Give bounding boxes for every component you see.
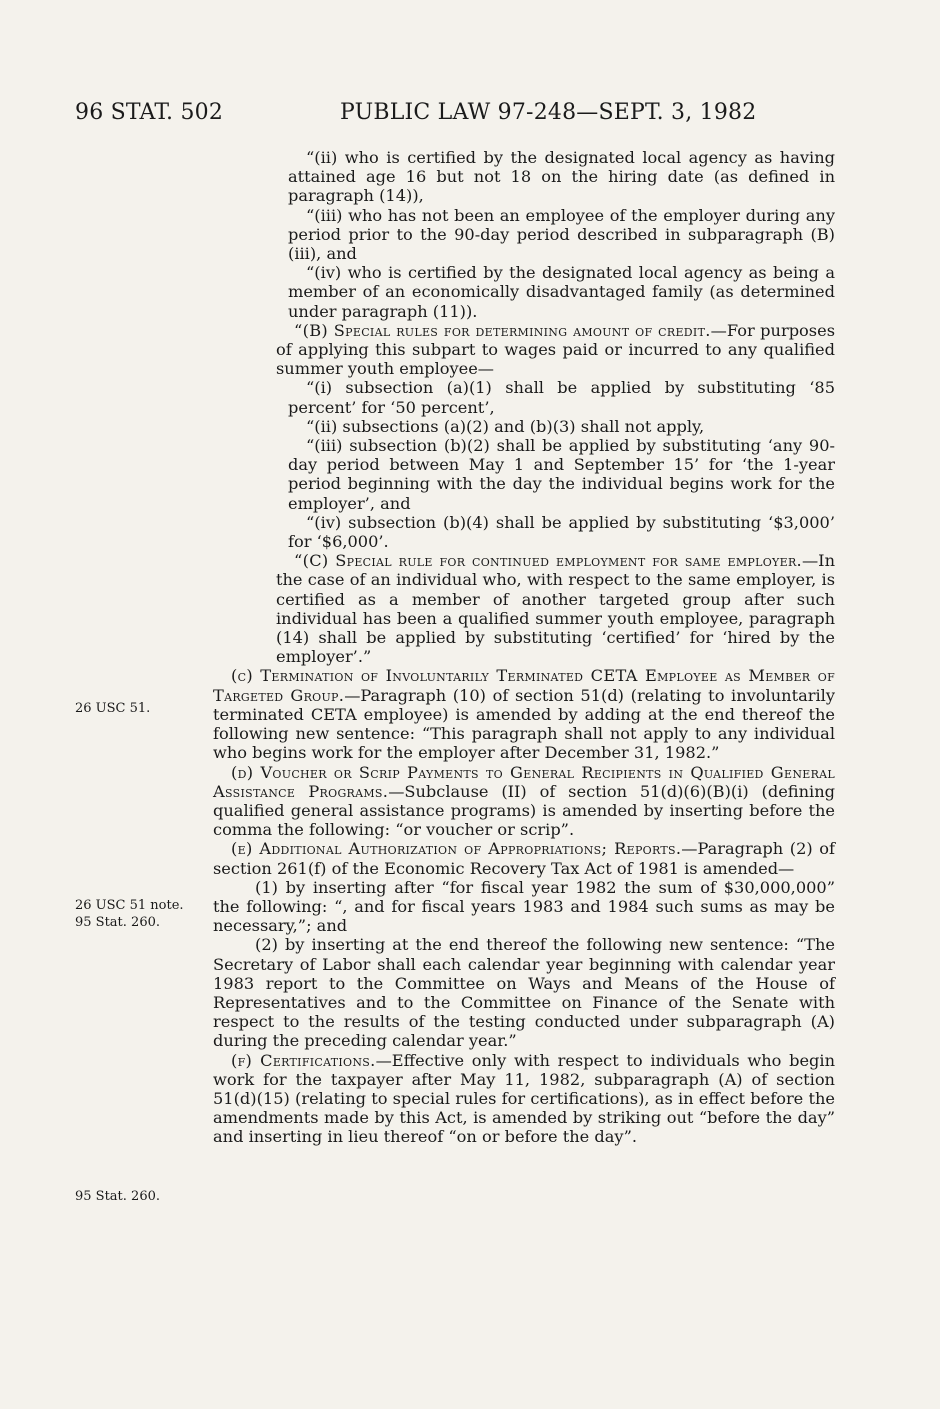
section-d-heading: (d) Voucher or Scrip Payments to General Recipients in Qualified General Assistance Programs. (213, 762, 835, 801)
section-c-text: —Paragraph (10) of section 51(d) (relating to involuntarily terminated CETA employee) is amended by adding at the end thereof the following new sentence: “This paragraph shall not apply to any individual who begins work for the employer after December 31, 1982.” (213, 685, 835, 763)
clause-b-ii: “(ii) subsections (a)(2) and (b)(3) shall not apply, (306, 416, 705, 436)
section-e (213, 839, 835, 877)
section-d (213, 763, 835, 840)
margin-note-usc-note: 26 USC 51 note. (75, 898, 184, 913)
subparagraph-c (213, 551, 835, 666)
section-e-item-1: (1) by inserting after “for fiscal year 1982 the sum of $30,000,000” the following: “, and for fiscal years 1983 and 1984 such sums as may be necessary,”; and (213, 877, 835, 936)
margin-note-stat: 95 Stat. 260. (75, 915, 160, 930)
body-text (213, 148, 835, 1147)
section-c (213, 666, 835, 762)
page-title: PUBLIC LAW 97-248—SEPT. 3, 1982 (340, 100, 757, 125)
margin-note-usc: 26 USC 51. (75, 701, 151, 716)
clause-b-i: “(i) subsection (a)(1) shall be applied by substituting ‘85 percent’ for ‘50 percent’, (288, 378, 835, 417)
clause-iv: “(iv) who is certified by the designated local agency as being a member of an economically disadvantaged family (as determined under paragraph (11)). (288, 263, 835, 321)
subparagraph-b-text: —For purposes of applying this subpart to wages paid or incurred to any qualified summer youth employee— (276, 320, 836, 379)
section-f-heading: (f) Certifications. (231, 1050, 376, 1070)
subparagraph-b-heading: “(B) Special rules for determining amount of credit. (294, 320, 711, 340)
section-c-heading: (c) Termination of Involuntarily Terminated CETA Employee as Member of Targeted Group. (213, 666, 835, 705)
section-f-text: —Effective only with respect to individuals who begin work for the taxpayer after May 11, 1982, subparagraph (A) of section 51(d)(15) (relating to special rules for certifications), as in effect before the amendments made by this Act, is amended by striking out “before the day” and inserting in lieu thereof “on or before the day”. (213, 1050, 835, 1147)
section-e-heading: (e) Additional Authorization of Appropriations; Reports. (231, 839, 682, 859)
clause-ii: “(ii) who is certified by the designated local agency as having attained age 16 but not 18 on the hiring date (as defined in paragraph (14)), (288, 148, 835, 206)
clause-b-iii: “(iii) subsection (b)(2) shall be applied by substituting ‘any 90-day period between May 1 and September 15’ for ‘the 1-year period beginning with the day the individual begins work for the employer’, and (288, 436, 835, 513)
subparagraph-c-heading: “(C) Special rule for continued employment for same employer. (294, 551, 802, 571)
margin-note-stat-2: 95 Stat. 260. (75, 1189, 160, 1204)
subparagraph-c-text: —In the case of an individual who, with respect to the same employer, is certified as a member of another targeted group after such individual has been a qualified summer youth employee, paragraph (14) shall be applied by substituting ‘certified’ for ‘hired by the employer’.” (276, 551, 835, 667)
clause-iii: “(iii) who has not been an employee of the employer during any period prior to the 90-day period described in subparagraph (B)(iii), and (288, 205, 835, 264)
statute-page-number: 96 STAT. 502 (75, 100, 224, 125)
section-d-text: —Subclause (II) of section 51(d)(6)(B)(i) (defining qualified general assistance programs) is amended by inserting before the comma the following: “or voucher or scrip”. (213, 781, 835, 840)
subparagraph-b (213, 321, 835, 379)
section-e-item-2: (2) by inserting at the end thereof the following new sentence: “The Secretary of Labor shall each calendar year beginning with calendar year 1983 report to the Committee on Ways and Means of the House of Representatives and to the Committee on Finance of the Senate with respect to the results of the testing conducted under subparagraph (A) during the preceding calendar year.” (213, 935, 835, 1051)
section-e-text: —Paragraph (2) of section 261(f) of the Economic Recovery Tax Act of 1981 is amended— (213, 839, 835, 878)
clause-b-iv: “(iv) subsection (b)(4) shall be applied by substituting ‘$3,000’ for ‘$6,000’. (288, 512, 835, 552)
section-f (213, 1051, 835, 1147)
